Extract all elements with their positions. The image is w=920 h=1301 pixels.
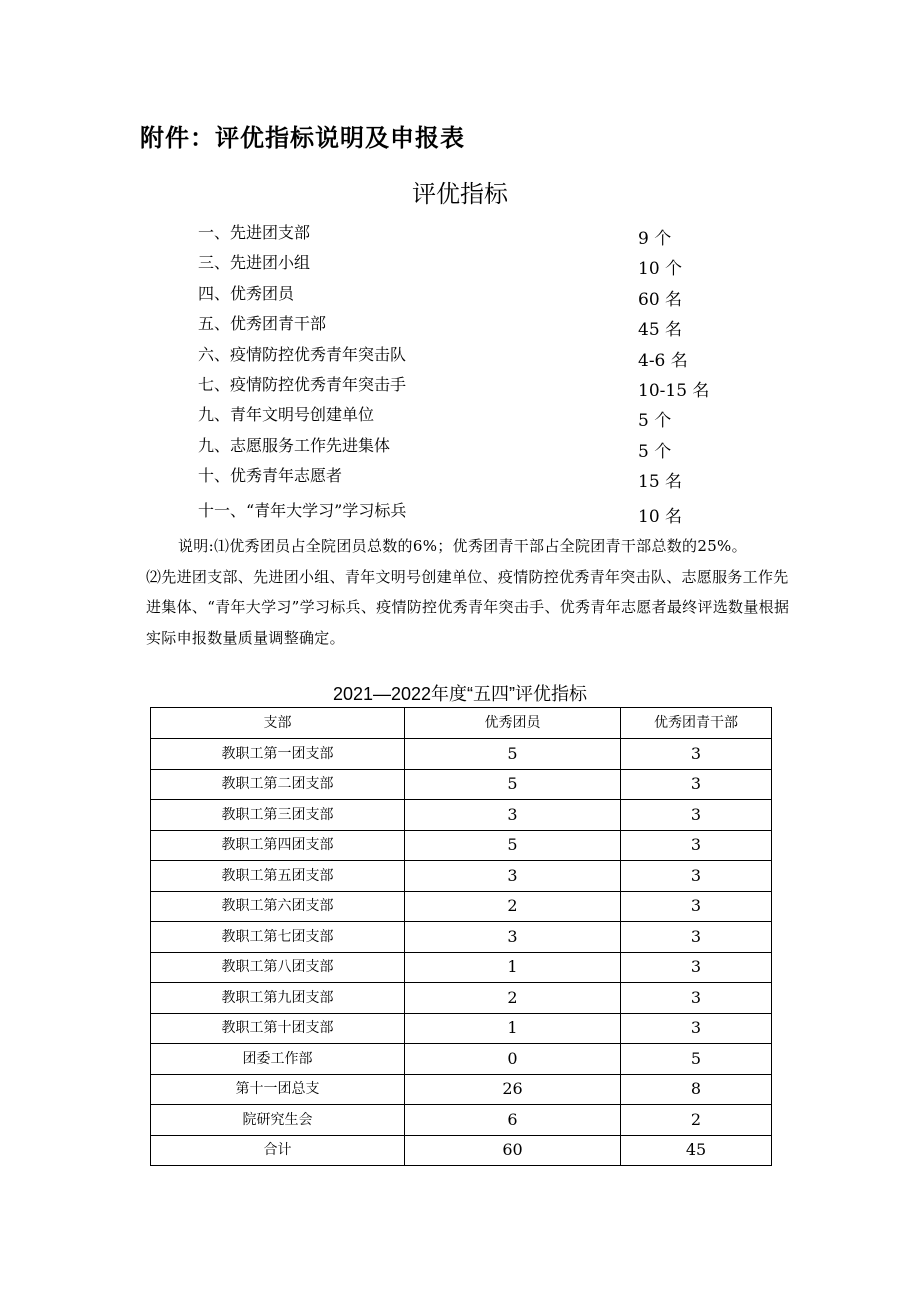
table-row [151, 769, 772, 800]
cadre-count-cell: 3 [621, 1013, 772, 1044]
table-row [151, 952, 772, 983]
indicator-count: 5 个 [638, 411, 672, 432]
member-count-cell: 3 [405, 861, 621, 892]
cadre-count-cell: 3 [621, 739, 772, 770]
attachment-heading: 附件：评优指标说明及申报表 [140, 124, 465, 152]
table-row [151, 739, 772, 770]
cadre-count-cell: 5 [621, 1044, 772, 1075]
cadre-count-cell: 3 [621, 922, 772, 953]
indicator-count: 60 名 [638, 289, 683, 310]
branch-cell: 教职工第二团支部 [151, 769, 405, 800]
indicator-item [198, 250, 738, 280]
indicator-item [198, 281, 738, 311]
branch-cell: 教职工第五团支部 [151, 861, 405, 892]
table-row [151, 1074, 772, 1105]
total-row [151, 1135, 772, 1166]
table-row [151, 830, 772, 861]
member-count-cell: 1 [405, 1013, 621, 1044]
table-row [151, 922, 772, 953]
table-row [151, 1105, 772, 1136]
cadre-count-cell: 8 [621, 1074, 772, 1105]
cadre-count-cell: 3 [621, 952, 772, 983]
indicator-name: 九、志愿服务工作先进集体 [198, 435, 391, 455]
indicator-count: 4-6 名 [638, 350, 688, 371]
header-branch: 支部 [151, 708, 405, 739]
indicator-name: 五、优秀团青干部 [198, 314, 327, 334]
cadre-count-cell: 3 [621, 830, 772, 861]
indicator-item [198, 372, 738, 402]
branch-cell: 教职工第十团支部 [151, 1013, 405, 1044]
indicators-subtitle: 评优指标 [412, 180, 508, 208]
member-count-cell: 6 [405, 1105, 621, 1136]
table-row [151, 1013, 772, 1044]
branch-cell: 教职工第一团支部 [151, 739, 405, 770]
indicator-name: 四、优秀团员 [198, 283, 295, 303]
cadre-count-cell: 3 [621, 891, 772, 922]
branch-cell: 第十一团总支 [151, 1074, 405, 1105]
total-member-cell: 60 [405, 1135, 621, 1166]
cadre-count-cell: 3 [621, 983, 772, 1014]
note-line-2: ⑵先进团支部、先进团小组、青年文明号创建单位、疫情防控优秀青年突击队、志愿服务工作先进集体、“青年大学习”学习标兵、疫情防控优秀青年突击手、优秀青年志愿者最终评选数量根据实际申报数量质量调整确定。 [146, 567, 790, 647]
total-label-cell: 合计 [151, 1135, 405, 1166]
indicator-item [198, 463, 738, 493]
indicator-count: 5 个 [638, 441, 672, 462]
branch-cell: 教职工第七团支部 [151, 922, 405, 953]
quota-table [150, 707, 772, 1166]
branch-cell: 团委工作部 [151, 1044, 405, 1075]
member-count-cell: 3 [405, 922, 621, 953]
branch-cell: 教职工第四团支部 [151, 830, 405, 861]
indicator-list [198, 220, 738, 528]
branch-cell: 院研究生会 [151, 1105, 405, 1136]
explanation-note [146, 531, 796, 653]
indicator-name: 六、疫情防控优秀青年突击队 [198, 344, 407, 364]
member-count-cell: 0 [405, 1044, 621, 1075]
indicator-name: 九、青年文明号创建单位 [198, 405, 375, 425]
indicator-item [198, 311, 738, 341]
branch-cell: 教职工第九团支部 [151, 983, 405, 1014]
member-count-cell: 26 [405, 1074, 621, 1105]
indicator-count: 45 名 [638, 320, 683, 341]
indicator-count: 10 名 [638, 506, 683, 527]
indicator-count: 9 个 [638, 229, 672, 249]
header-excellent-cadre: 优秀团青干部 [621, 708, 772, 739]
cadre-count-cell: 2 [621, 1105, 772, 1136]
header-excellent-member: 优秀团员 [405, 708, 621, 739]
table-row [151, 800, 772, 831]
table-header-row [151, 708, 772, 739]
note-line-1: 说明:⑴优秀团员占全院团员总数的6%；优秀团青干部占全院团青干部总数的25%。 [178, 537, 747, 555]
cadre-count-cell: 3 [621, 861, 772, 892]
member-count-cell: 5 [405, 739, 621, 770]
branch-cell: 教职工第三团支部 [151, 800, 405, 831]
member-count-cell: 3 [405, 800, 621, 831]
indicator-name: 十、优秀青年志愿者 [198, 466, 343, 486]
branch-cell: 教职工第八团支部 [151, 952, 405, 983]
member-count-cell: 5 [405, 830, 621, 861]
branch-cell: 教职工第六团支部 [151, 891, 405, 922]
indicator-count: 10-15 名 [638, 380, 710, 401]
indicator-name: 一、先进团支部 [198, 223, 311, 242]
member-count-cell: 1 [405, 952, 621, 983]
indicator-name: 十一、“青年大学习”学习标兵 [198, 500, 407, 520]
indicator-item [198, 220, 738, 250]
indicator-count: 15 名 [638, 472, 683, 493]
indicator-item [198, 342, 738, 372]
member-count-cell: 5 [405, 769, 621, 800]
total-cadre-cell: 45 [621, 1135, 772, 1166]
table-row [151, 1044, 772, 1075]
indicator-name: 七、疫情防控优秀青年突击手 [198, 374, 407, 394]
indicator-item [198, 498, 738, 528]
indicator-item [198, 402, 738, 432]
cadre-count-cell: 3 [621, 800, 772, 831]
indicator-name: 三、先进团小组 [198, 253, 311, 273]
indicator-item [198, 433, 738, 463]
cadre-count-cell: 3 [621, 769, 772, 800]
table-row [151, 983, 772, 1014]
table-title: 2021—2022年度“五四”评优指标 [332, 684, 588, 704]
table-row [151, 861, 772, 892]
member-count-cell: 2 [405, 891, 621, 922]
table-row [151, 891, 772, 922]
indicator-count: 10 个 [638, 259, 683, 280]
member-count-cell: 2 [405, 983, 621, 1014]
